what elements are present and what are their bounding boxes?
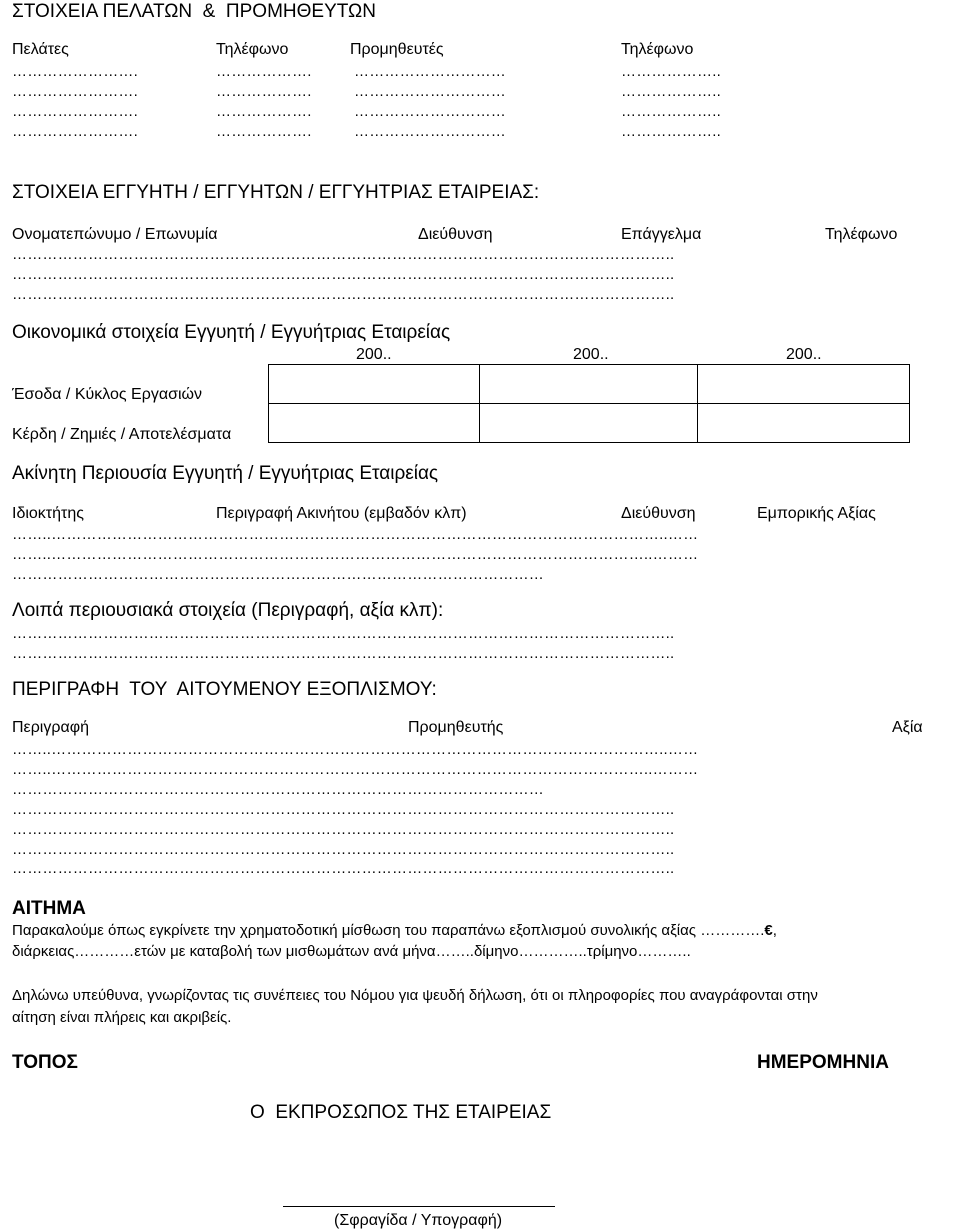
section4-title: Ακίνητη Περιουσία Εγγυητή / Εγγυήτριας Εταιρείας (12, 463, 439, 484)
equipment-line[interactable]: ……..………………………………………………………………………………………………………..……… (12, 762, 699, 777)
col-header-customers: Πελάτες (12, 41, 69, 58)
col-header-property-description: Περιγραφή Ακινήτου (εμβαδόν κλπ) (216, 505, 467, 522)
col-header-equipment-description: Περιγραφή (12, 719, 89, 736)
property-line[interactable]: ……..………………………………………………………………………………………………………..……… (12, 547, 699, 562)
supplier-field[interactable]: ………………………… (354, 104, 506, 119)
revenue-row (269, 365, 910, 404)
revenue-cell-2[interactable] (480, 365, 698, 404)
date-label: ΗΜΕΡΟΜΗΝΙΑ (757, 1052, 889, 1073)
other-assets-line[interactable]: ………………………………………………………………………………………………………………….. (12, 626, 675, 641)
row-label-revenue: Έσοδα / Κύκλος Εργασιών (12, 386, 202, 403)
guarantor-line[interactable]: ………………………………………………………………………………………………………………….. (12, 267, 675, 282)
request-line-1-comma: , (772, 922, 777, 939)
property-line[interactable]: …………………………………………………………………………………………… (12, 567, 544, 582)
place-label: ΤΟΠΟΣ (12, 1052, 78, 1073)
row-label-profit: Κέρδη / Ζημιές / Αποτελέσματα (12, 426, 232, 443)
request-title: ΑΙΤΗΜΑ (12, 898, 86, 919)
col-header-equipment-supplier: Προμηθευτής (408, 719, 504, 736)
equipment-line[interactable]: ………………………………………………………………………………………………………………….. (12, 861, 675, 876)
col-header-equipment-value: Αξία (892, 719, 923, 736)
supplier-phone-field[interactable]: ……………….. (621, 64, 721, 79)
col-header-owner: Ιδιοκτήτης (12, 505, 84, 522)
financial-table (268, 364, 910, 443)
section6-title: ΠΕΡΙΓΡΑΦΗ ΤΟΥ ΑΙΤΟΥΜΕΝΟΥ ΕΞΟΠΛΙΣΜΟΥ: (12, 679, 437, 700)
supplier-phone-field[interactable]: ……………….. (621, 104, 721, 119)
other-assets-line[interactable]: ………………………………………………………………………………………………………………….. (12, 646, 675, 661)
col-header-customer-phone: Τηλέφωνο (216, 41, 289, 58)
equipment-line[interactable]: …………………………………………………………………………………………… (12, 782, 544, 797)
col-header-profession: Επάγγελμα (621, 226, 702, 243)
section1-title: ΣΤΟΙΧΕΙΑ ΠΕΛΑΤΩΝ & ΠΡΟΜΗΘΕΥΤΩΝ (12, 1, 376, 22)
request-line-2: διάρκειας…………ετών με καταβολή των μισθωμάτων ανά μήνα……..δίμηνο…………..τρίμηνο……….. (12, 943, 691, 960)
year-3[interactable]: 200.. (786, 346, 822, 363)
profit-cell-3[interactable] (698, 404, 910, 443)
guarantor-line[interactable]: ………………………………………………………………………………………………………………….. (12, 247, 675, 262)
supplier-field[interactable]: ………………………… (354, 84, 506, 99)
profit-cell-1[interactable] (269, 404, 480, 443)
supplier-phone-field[interactable]: ……………….. (621, 124, 721, 139)
supplier-field[interactable]: ………………………… (354, 64, 506, 79)
col-header-address: Διεύθυνση (418, 226, 493, 243)
revenue-cell-3[interactable] (698, 365, 910, 404)
col-header-phone: Τηλέφωνο (825, 226, 898, 243)
customer-phone-field[interactable]: ………………. (216, 104, 312, 119)
supplier-phone-field[interactable]: ……………….. (621, 84, 721, 99)
col-header-property-address: Διεύθυνση (621, 505, 696, 522)
declaration-line-2: αίτηση είναι πλήρεις και ακριβείς. (12, 1009, 232, 1026)
revenue-cell-1[interactable] (269, 365, 480, 404)
signature-caption: (Σφραγίδα / Υπογραφή) (334, 1212, 503, 1229)
section2-title: ΣΤΟΙΧΕΙΑ ΕΓΓΥΗΤΗ / ΕΓΓΥΗΤΩΝ / ΕΓΓΥΗΤΡΙΑΣ ΕΤΑΙΡΕΙΑΣ: (12, 182, 540, 203)
customer-phone-field[interactable]: ………………. (216, 124, 312, 139)
signature-line[interactable] (283, 1206, 555, 1207)
section5-title: Λοιπά περιουσιακά στοιχεία (Περιγραφή, αξία κλπ): (12, 600, 444, 621)
request-line-1 (12, 923, 777, 938)
section3-title: Οικονομικά στοιχεία Εγγυητή / Εγγυήτριας Εταιρείας (12, 322, 451, 343)
guarantor-line[interactable]: ………………………………………………………………………………………………………………….. (12, 287, 675, 302)
col-header-market-value: Εμπορικής Αξίας (757, 505, 876, 522)
equipment-line[interactable]: ………………………………………………………………………………………………………………….. (12, 822, 675, 837)
equipment-line[interactable]: ……..…………………………………………………………………………………………………………..…… (12, 742, 699, 757)
customer-field[interactable]: ……………………. (12, 124, 138, 139)
customer-field[interactable]: ……………………. (12, 104, 138, 119)
profit-row (269, 404, 910, 443)
year-2[interactable]: 200.. (573, 346, 609, 363)
request-line-1-text: Παρακαλούμε όπως εγκρίνετε την χρηματοδοτική μίσθωση του παραπάνω εξοπλισμού συνολικής αξίας …………. (12, 922, 765, 939)
declaration-line-1: Δηλώνω υπεύθυνα, γνωρίζοντας τις συνέπειες του Νόμου για ψευδή δήλωση, ότι οι πληροφορίες που αναγράφονται στην (12, 987, 818, 1004)
customer-phone-field[interactable]: ………………. (216, 64, 312, 79)
year-1[interactable]: 200.. (356, 346, 392, 363)
equipment-line[interactable]: ………………………………………………………………………………………………………………….. (12, 802, 675, 817)
representative-label: Ο ΕΚΠΡΟΣΩΠΟΣ ΤΗΣ ΕΤΑΙΡΕΙΑΣ (250, 1102, 552, 1123)
col-header-name: Ονοματεπώνυμο / Επωνυμία (12, 226, 218, 243)
col-header-suppliers: Προμηθευτές (350, 41, 444, 58)
customer-field[interactable]: ……………………. (12, 84, 138, 99)
euro-symbol: € (764, 922, 773, 939)
col-header-supplier-phone: Τηλέφωνο (621, 41, 694, 58)
profit-cell-2[interactable] (480, 404, 698, 443)
customer-phone-field[interactable]: ………………. (216, 84, 312, 99)
customer-field[interactable]: ……………………. (12, 64, 138, 79)
supplier-field[interactable]: ………………………… (354, 124, 506, 139)
property-line[interactable]: ……..…………………………………………………………………………………………………………..…… (12, 527, 699, 542)
equipment-line[interactable]: ………………………………………………………………………………………………………………….. (12, 842, 675, 857)
